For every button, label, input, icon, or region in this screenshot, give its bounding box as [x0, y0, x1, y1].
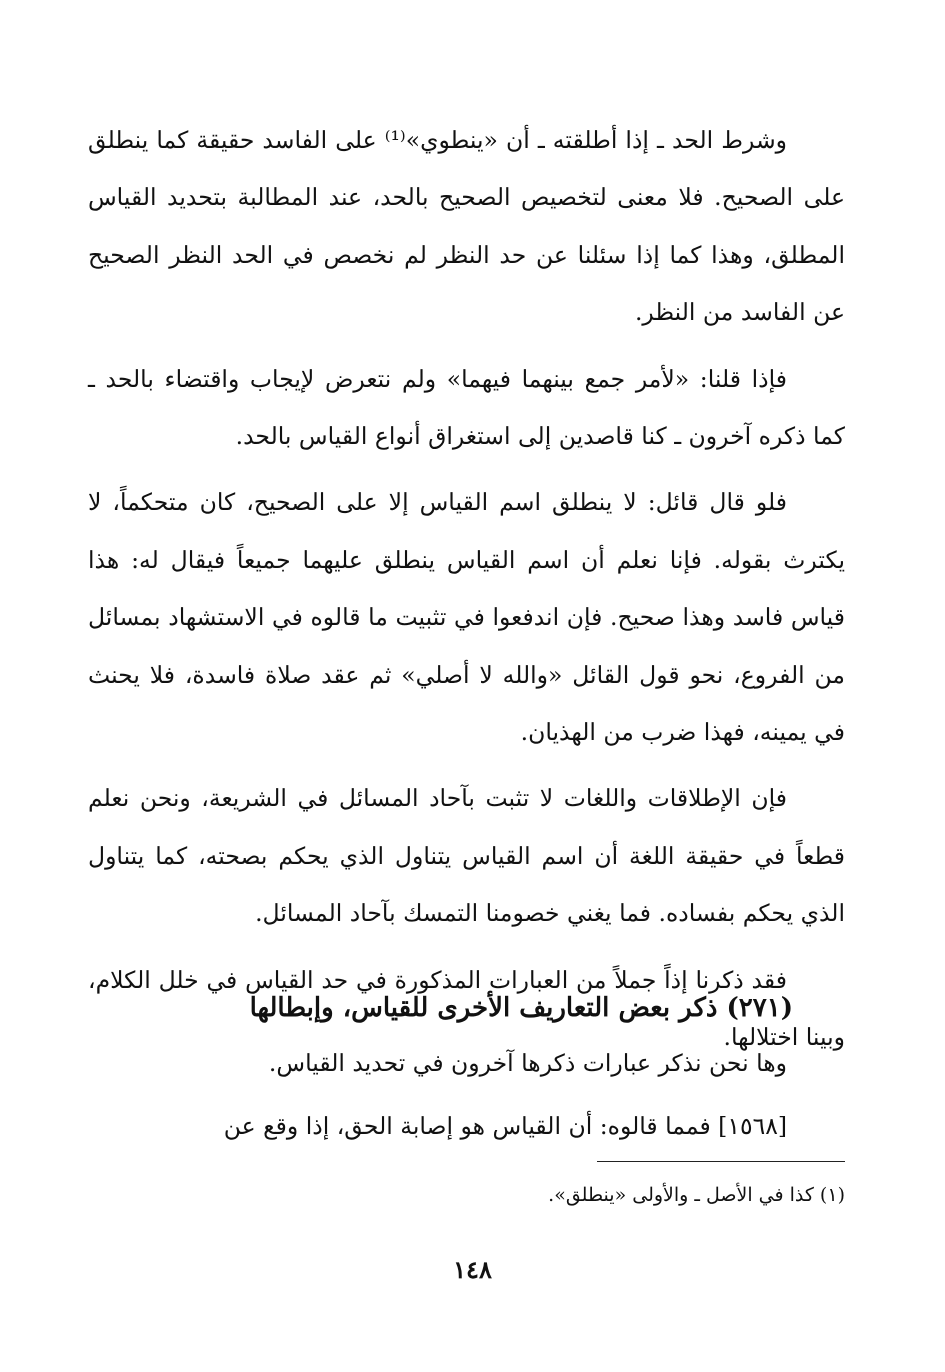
section-text — [88, 1035, 845, 1161]
section-paragraph-1: وها نحن نذكر عبارات ذكرها آخرون في تحديد القياس. — [268, 1049, 787, 1077]
main-text — [88, 112, 845, 1067]
paragraph-3: فلو قال قائل: لا ينطلق اسم القياس إلا على الصحيح، كان متحكماً، لا يكترث بقوله. فإنا نعلم أن اسم القياس ينطلق عليهما جميعاً فيقال له: هذا قياس فاسد وهذا صحيح. فإن اندفعوا في تثبيت ما قالوه في الاستشهاد بمسائل من الفروع، نحو قول القائل «والله لا أصلي» ثم عقد صلاة فاسدة، فلا يحنث في يمينه، فهذا ضرب من الهذيان. — [88, 488, 845, 747]
footnote: (١) كذا في الأصل ـ والأولى «ينطلق». — [548, 1184, 845, 1206]
section-paragraph-2: [١٥٦٨] فمما قالوه: أن القياس هو إصابة الحق، إذا وقع عن — [223, 1112, 787, 1140]
paragraph-5: فقد ذكرنا إذاً جملاً من العبارات المذكورة في حد القياس في خلل الكلام، وبينا اختلالها. — [88, 965, 845, 1052]
page-number: ١٤٨ — [453, 1255, 492, 1284]
footnote-divider — [597, 1161, 845, 1162]
section-heading: (٢٧١) ذكر بعض التعاريف الأخرى للقياس، وإبطالها — [249, 993, 793, 1023]
paragraph-4: فإن الإطلاقات واللغات لا تثبت بآحاد المسائل في الشريعة، ونحن نعلم قطعاً في حقيقة اللغة أن اسم القياس يتناول الذي يحكم بصحته، كما يتناول الذي يحكم بفساده. فما يغني خصومنا التمسك بآحاد المسائل. — [88, 784, 845, 928]
paragraph-2: فإذا قلنا: «لأمر جمع بينهما فيهما» ولم نتعرض لإيجاب واقتضاء بالحد ـ كما ذكره آخرون ـ كنا قاصدين إلى استغراق أنواع القياس بالحد. — [88, 364, 845, 451]
paragraph-1: وشرط الحد ـ إذا أطلقته ـ أن «ينطوي»⁽¹⁾ على الفاسد حقيقة كما ينطلق على الصحيح. فلا معنى لتخصيص الصحيح بالحد، عند المطالبة بتحديد القياس المطلق، وهذا كما إذا سئلنا عن حد النظر لم نخصص في الحد النظر الصحيح عن الفاسد من النظر. — [88, 126, 845, 327]
